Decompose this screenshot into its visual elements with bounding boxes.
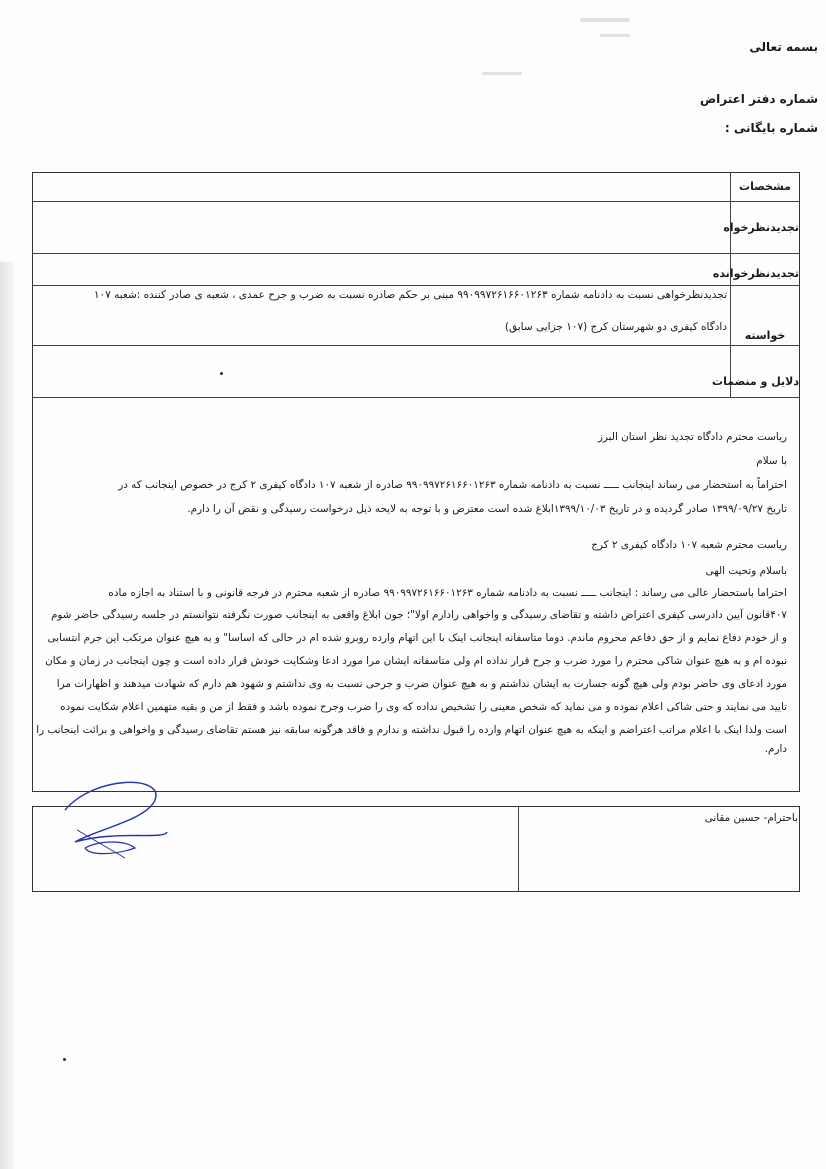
letter-line: احتراماً به استحضار می رساند اینجانب ـــــ نسبت به دادنامه شماره ۹۹۰۹۹۷۲۶۱۶۶۰۱۲۶۳ صادره از شعبه ۱۰۷ دادگاه کیفری ۲ کرج در خصوص اینجانب که در: [118, 479, 787, 491]
appellant-label: تجدیدنظرخواه: [723, 221, 799, 234]
objection-office-number-label: شماره دفتر اعتراض: [699, 92, 818, 106]
signature-box-divider: [518, 807, 519, 891]
letter-line: تاریخ ۱۳۹۹/۰۹/۲۷ صادر گردیده و در تاریخ ۱۳۹۹/۱۰/۰۳ابلاغ شده است معترض و با توجه به لایحه ذیل درخواست رسیدگی و نقض آن را دارم.: [187, 503, 787, 515]
reasons-label: دلایل و منضمات: [712, 375, 799, 388]
scan-speck: [220, 372, 223, 375]
request-text-line: دادگاه کیفری دو شهرستان کرج (۱۰۷ جزایی سابق): [504, 321, 727, 333]
scan-shadow: [0, 262, 14, 1169]
row-divider: [33, 345, 799, 346]
request-text-line: تجدیدنظرخواهی نسبت به دادنامه شماره ۹۹۰۹۹۷۲۶۱۶۶۰۱۲۶۳ مبنی بر حکم صادره نسبت به ضرب و جرح عمدی ، شعبه ی صادر کننده :شعبه ۱۰۷: [93, 289, 727, 301]
scan-speck: [63, 1058, 66, 1061]
scan-smudge: [580, 18, 630, 22]
closing-signature-text: باحترام- حسین مقانی: [704, 812, 798, 824]
row-divider: [33, 201, 799, 202]
handwritten-signature: [55, 770, 185, 865]
appellee-label: تجدیدنظرخوانده: [712, 267, 799, 280]
scan-smudge: [482, 72, 522, 75]
appeal-form-table: [32, 172, 800, 792]
letter-line: نبوده ام و به هیچ عنوان شاکی محترم را مورد ضرب و جرح قرار نداده ام ولی متاسفانه ایشان مرا مورد ادعا وشکایت خودش قرار داده است و چون اینجانب در زمان و مکان: [45, 655, 787, 667]
letter-line: احتراما باستحضار عالی می رساند : اینجانب ـــــ نسبت به دادنامه شماره ۹۹۰۹۹۷۲۶۱۶۶۰۱۲۶۳ صادره از شعبه محترم در فرجه قانونی و با استناد به اجازه ماده: [108, 587, 787, 599]
request-label: خواسته: [744, 329, 786, 342]
letter-line: با سلام: [756, 455, 787, 467]
archive-number-label: شماره بایگانی :: [724, 121, 818, 135]
letter-line: ریاست محترم دادگاه تجدید نظر استان البرز: [597, 431, 787, 443]
letter-line: ریاست محترم شعبه ۱۰۷ دادگاه کیفری ۲ کرج: [591, 539, 787, 551]
letter-line: است ولذا اینک با اعلام مراتب اعتراضم و اینکه به هیچ عنوان اتهام وارده را قبول نداشته و ندارم و فاقد هرگونه سابقه نیز هستم تقاضای رسیدگی و واخواهی و برائت اینجانب را: [36, 724, 787, 736]
letter-line: دارم.: [764, 743, 787, 755]
scan-smudge: [600, 34, 630, 37]
letter-line: تایید می نمایند و حتی شاکی اعلام نموده و می نماید که شخص معینی را تشخیص نداده که وی را ضرب وجرح نموده باشد و فقط از من و بقیه متهمین اعلام شکایت نموده: [60, 701, 787, 713]
letter-line: و از خودم دفاع نمایم و از حق دفاعم محروم ماندم. دوما متاسفانه اینجانب اینک با این اتهام وارده روبرو شده ام در حالی که اساسا" و به هیچ عنوان مرتکب این جرم انتسابی: [47, 632, 787, 644]
row-divider: [33, 253, 799, 254]
letter-line: باسلام وتحیت الهی: [705, 565, 787, 577]
letter-line: ۴۰۷قانون آیین دادرسی کیفری اعتراض داشته و تقاضای رسیدگی و واخواهی رادارم اولا"؛ جون ابلاغ واقعی به اینجانب صورت نگرفته نتوانستم در جلسه رسیدگی حاضر شوم: [50, 609, 787, 621]
specs-label: مشخصات: [739, 180, 791, 193]
bismillah-heading: بسمه تعالی: [749, 40, 818, 54]
letter-line: مورد ادعای وی حاضر بودم ولی هیچ گونه جسارت به ایشان نداشتم و به هیچ عنوان ضرب و جرحی نسبت به وی نداشتم و شهود هم دارم که شهادت میدهند و اظهارات مرا: [56, 678, 787, 690]
row-divider: [33, 397, 799, 398]
